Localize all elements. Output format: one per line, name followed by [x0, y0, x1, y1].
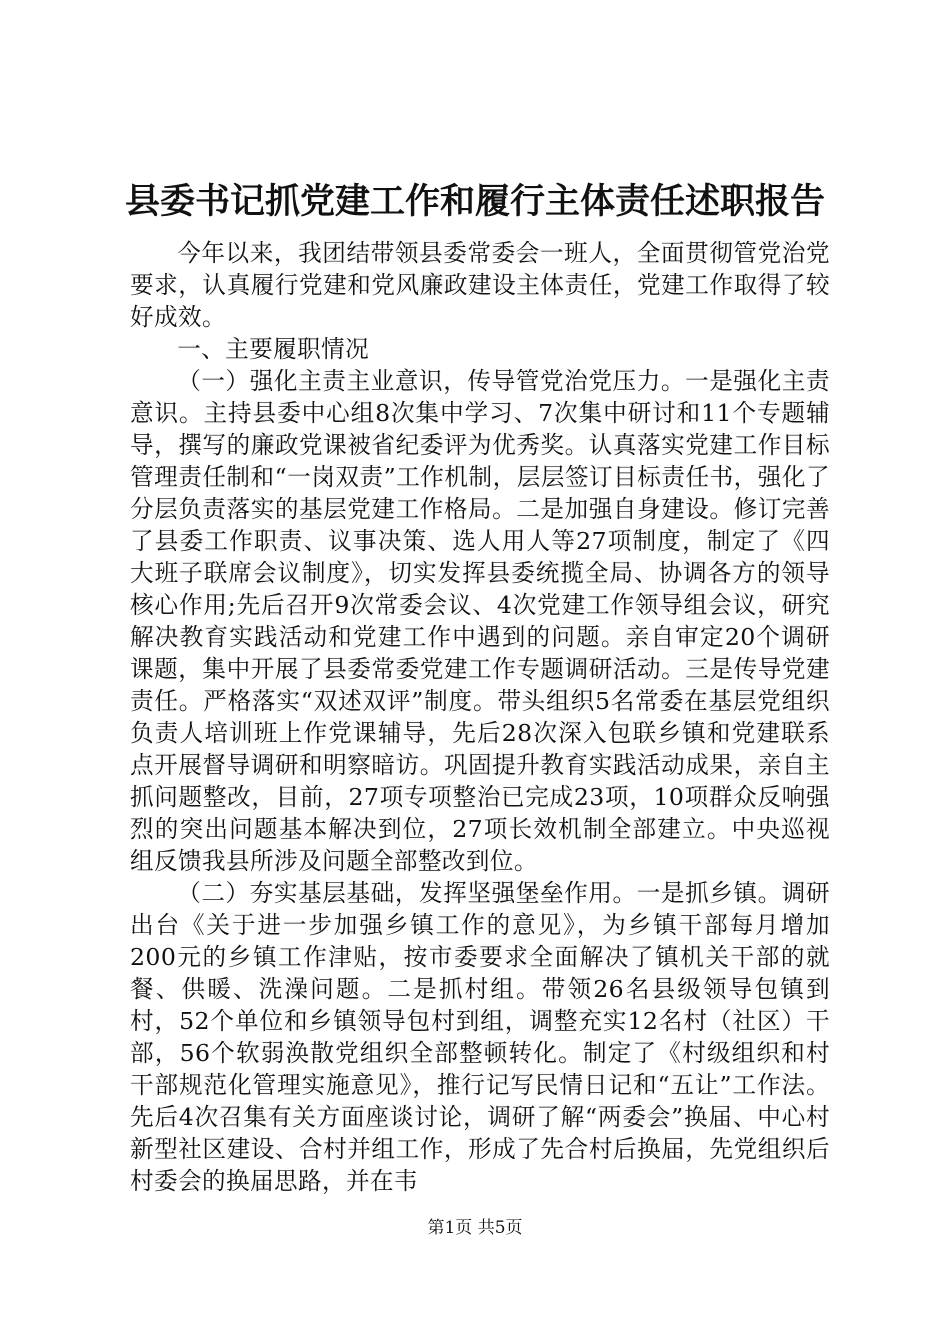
intro-paragraph: 今年以来，我团结带领县委常委会一班人，全面贯彻管党治党要求，认真履行党建和党风廉政建设主体责任，党建工作取得了较好成效。	[130, 239, 830, 331]
page-title: 县委书记抓党建工作和履行主体责任述职报告	[124, 182, 825, 222]
section-2-paragraph: （二）夯实基层基础，发挥坚强堡垒作用。一是抓乡镇。调研出台《关于进一步加强乡镇工作的意见》，为乡镇干部每月增加200元的乡镇工作津贴，按市委要求全面解决了镇机关干部的就餐、供暖、洗澡问题。二是抓村组。带领26名县级领导包镇到村，52个单位和乡镇领导包村到组，调整充实12名村（社区）干部，56个软弱涣散党组织全部整顿转化。制定了《村级组织和村干部规范化管理实施意见》，推行记写民情日记和“五让”工作法。先后4次召集有关方面座谈讨论，调研了解“两委会”换届、中心村新型社区建设、合村并组工作，形成了先合村后换届，先党组织后村委会的换届思路，并在韦	[130, 879, 830, 1195]
page-number-footer: 第1页 共5页	[427, 1218, 523, 1238]
document-body	[130, 237, 830, 1197]
section-heading: 一、主要履职情况	[177, 335, 370, 363]
section-1-paragraph: （一）强化主责主业意识，传导管党治党压力。一是强化主责意识。主持县委中心组8次集中学习、7次集中研讨和11个专题辅导，撰写的廉政党课被省纪委评为优秀奖。认真落实党建工作目标管理责任制和“一岗双责”工作机制，层层签订目标责任书，强化了分层负责落实的基层党建工作格局。二是加强自身建设。修订完善了县委工作职责、议事决策、选人用人等27项制度，制定了《四大班子联席会议制度》，切实发挥县委统揽全局、协调各方的领导核心作用;先后召开9次常委会议、4次党建工作领导组会议，研究解决教育实践活动和党建工作中遇到的问题。亲自审定20个调研课题，集中开展了县委常委党建工作专题调研活动。三是传导党建责任。严格落实“双述双评”制度。带头组织5名常委在基层党组织负责人培训班上作党课辅导，先后28次深入包联乡镇和党建联系点开展督导调研和明察暗访。巩固提升教育实践活动成果，亲自主抓问题整改，目前，27项专项整治已完成23项，10项群众反响强烈的突出问题基本解决到位，27项长效机制全部建立。中央巡视组反馈我县所涉及问题全部整改到位。	[130, 367, 830, 875]
